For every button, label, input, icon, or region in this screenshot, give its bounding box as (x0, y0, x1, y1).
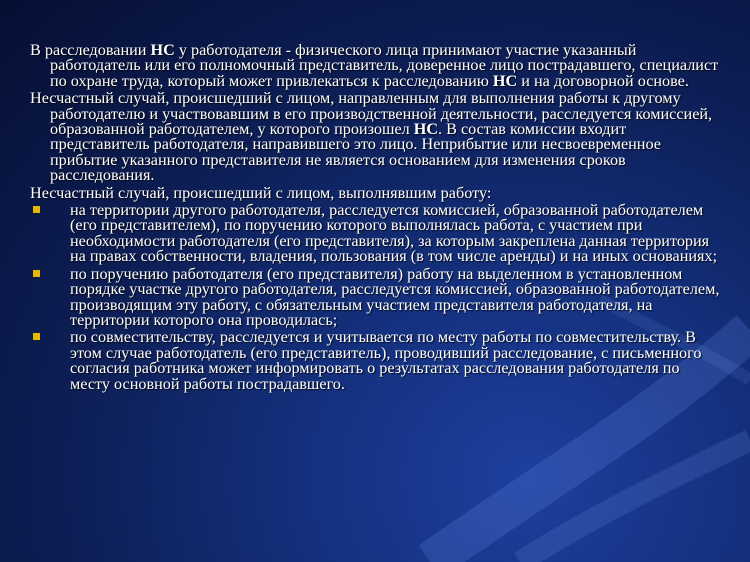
bullet-item-2 (30, 264, 720, 329)
square-bullet-icon (33, 270, 40, 277)
paragraph-1-text-3: и на договорной основе. (517, 71, 689, 90)
paragraph-2-text-2: . В состав комиссии входит представитель работодателя, направившего это лицо. Неприбытие или несвоевременное прибытие указанного представителя не является основанием для изменения сроков расследования. (50, 120, 661, 185)
paragraph-2-bold-1: НС (413, 120, 439, 139)
square-bullet-icon (33, 333, 40, 340)
bullet-item-3 (30, 330, 720, 392)
bullet-item-3-text: по совместительству, расследуется и учитывается по месту работы по совместительству. В этом случае работодатель (его представитель), проводивший расследование, с письменного согласия работника может информировать о результатах расследования работодателя по месту основной работы пострадавшего. (70, 328, 702, 393)
paragraph-3: Несчастный случай, происшедший с лицом, выполнявшим работу: (30, 183, 492, 202)
paragraph-1-text-2: у работодателя - физического лица принимают участие указанный работодатель или его полномочный представитель, доверенное лицо пострадавшего, специалист по охране труда, который может привлекаться к расследованию (50, 41, 719, 90)
bullet-item-1 (30, 203, 720, 265)
paragraph-2 (30, 91, 720, 183)
paragraph-1-bold-2: НС (492, 71, 518, 90)
bullet-item-2-text: по поручению работодателя (его представителя) работу на выделенном в установленном порядке участке другого работодателя, расследуется комиссией, образованной работодателем, производящим эту работу, с обязательным участием представителя работодателя, на территории которого она проводилась; (70, 264, 720, 329)
paragraph-1 (30, 43, 720, 89)
paragraph-1-text-1: В расследовании (30, 41, 151, 59)
square-bullet-icon (33, 206, 40, 213)
paragraph-2-text-1: Несчастный случай, происшедший с лицом, направленным для выполнения работы к другому работодателю и участвовавшим в его производственной деятельности, расследуется комиссией, образованной работодателем, у которого произошел (30, 89, 713, 139)
slide-body (30, 43, 720, 394)
paragraph-1-bold-1: НС (150, 41, 175, 59)
bullet-item-1-text: на территории другого работодателя, расследуется комиссией, образованной работодателем (его представителем), по поручению которого выполнялась работа, с участием при необходимости работодателя (его представителя), за которым закреплена данная территория на правах собственности, владения, пользования (в том числе аренды) и на иных основаниях; (70, 201, 718, 266)
